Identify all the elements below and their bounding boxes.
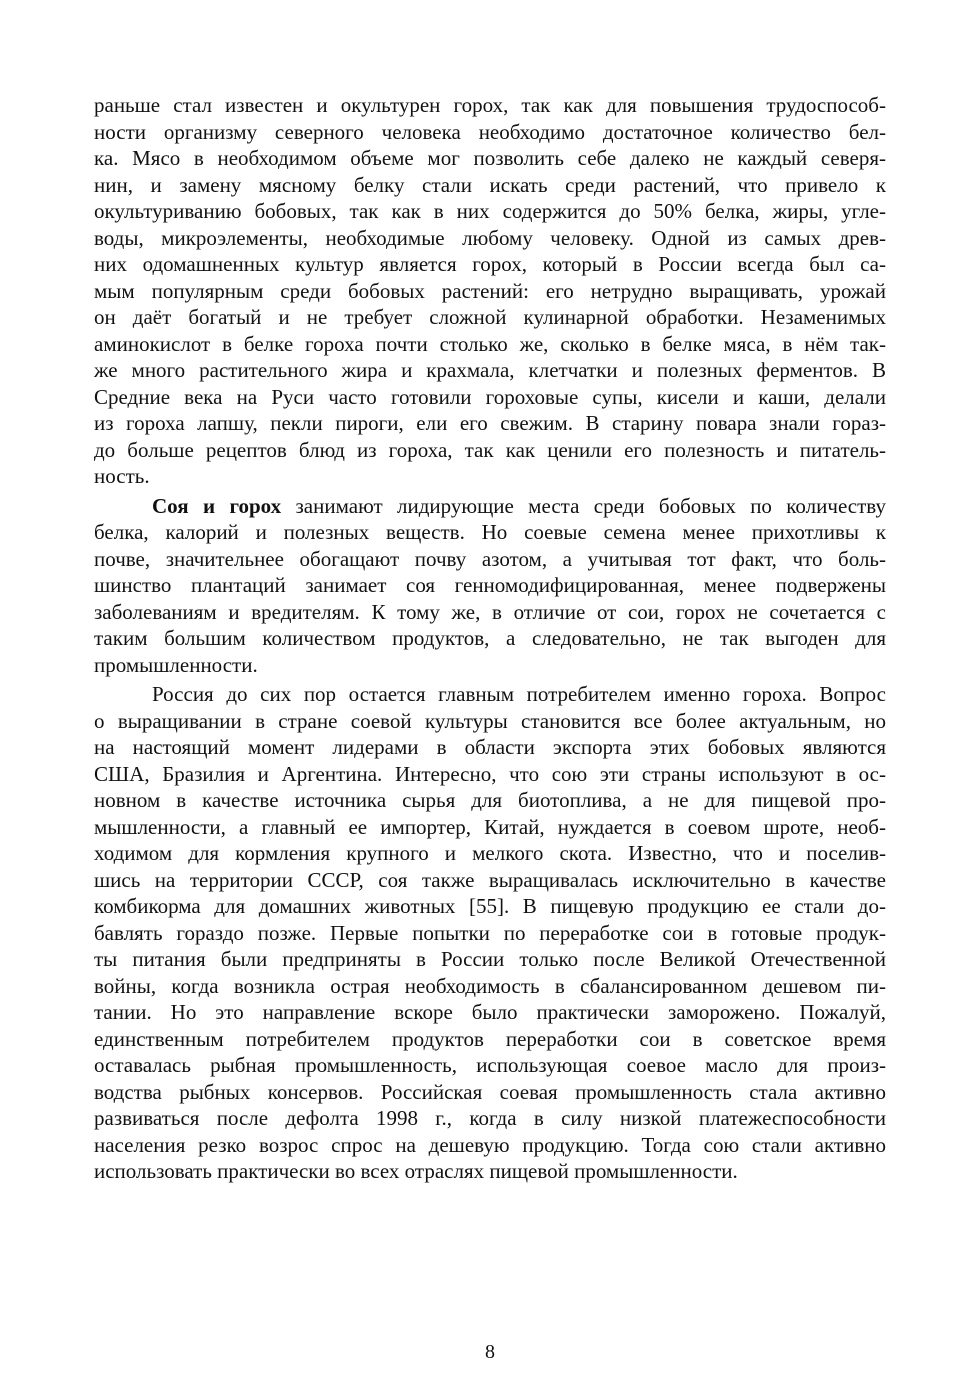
text-line: раньше стал известен и окультурен горох, так как для повышения трудоспособ- [94, 93, 886, 117]
bold-lead-phrase: Соя и горох [152, 493, 282, 518]
text-line: он даёт богатый и не требует сложной кулинарной обработки. Незаменимых [94, 305, 886, 329]
document-page [94, 92, 886, 1185]
text-line: развиваться после дефолта 1998 г., когда в силу низкой платежеспособности [94, 1106, 886, 1130]
text-line: мышленности, а главный ее импортер, Китай, нуждается в соевом шроте, необ- [94, 814, 886, 839]
text-line: на настоящий момент лидерами в области экспорта этих бобовых являются [94, 735, 886, 759]
text-line-first: Россия до сих пор остается главным потребителем именно гороха. Вопрос [152, 682, 886, 706]
text-line: ности организму северного человека необходимо достаточное количество бел- [94, 119, 886, 144]
paragraph-soy-and-peas [94, 493, 886, 679]
text-line: водства рыбных консервов. Российская соевая промышленность стала активно [94, 1079, 886, 1104]
text-line: из гороха лапшу, пекли пироги, ели его свежим. В старину повара знали гораз- [94, 411, 886, 435]
text-line: заболеваниям и вредителям. К тому же, в отличие от сои, горох не сочетается с [94, 599, 886, 624]
text-line: использовать практически во всех отраслях пищевой промышленности. [94, 1159, 738, 1183]
text-line: войны, когда возникла острая необходимость в сбалансированном дешевом пи- [94, 973, 886, 998]
text-line: них одомашненных культур является горох, который в России всегда был са- [94, 252, 886, 276]
text-line: новном в качестве источника сырья для биотоплива, а не для пищевой про- [94, 788, 886, 812]
text-line: населения резко возрос спрос на дешевую продукцию. Тогда сою стали активно [94, 1132, 886, 1157]
text-line: шись на территории СССР, соя также выращивалась исключительно в качестве [94, 867, 886, 892]
paragraph-russia-soy [94, 681, 886, 1185]
text-line: до больше рецептов блюд из гороха, так как ценили его полезность и питатель- [94, 437, 886, 462]
paragraph-peas-history [94, 92, 886, 490]
text-line: окультуриванию бобовых, так как в них содержится до 50% белка, жиры, угле- [94, 199, 886, 223]
text-line: воды, микроэлементы, необходимые любому человеку. Одной из самых древ- [94, 225, 886, 250]
page-number: 8 [485, 1341, 495, 1363]
text-line: таким большим количеством продуктов, а следовательно, не так выгоден для [94, 626, 886, 650]
text-line: единственным потребителем продуктов переработки сои в советское время [94, 1026, 886, 1051]
text-line: же много растительного жира и крахмала, клетчатки и полезных ферментов. В [94, 358, 886, 382]
text-line: почве, значительнее обогащают почву азотом, а учитывая тот факт, что боль- [94, 546, 886, 571]
text-line: комбикорма для домашних животных [55]. В пищевую продукцию ее стали до- [94, 894, 886, 918]
text-line: шинство плантаций занимает соя генномодифицированная, менее подвержены [94, 573, 886, 597]
text-line: бавлять гораздо позже. Первые попытки по переработке сои в готовые продук- [94, 920, 886, 945]
text-line: оставалась рыбная промышленность, использующая соевое масло для произ- [94, 1053, 886, 1077]
text-line: тании. Но это направление вскоре было практически заморожено. Пожалуй, [94, 1000, 886, 1024]
text-line-first [94, 493, 886, 520]
text-line-rest: занимают лидирующие места среди бобовых по количеству [281, 493, 886, 518]
text-line: аминокислот в белке гороха почти столько же, сколько в белке мяса, в нём так- [94, 331, 886, 356]
text-line: ка. Мясо в необходимом объеме мог позволить себе далеко не каждый северя- [94, 146, 886, 170]
text-line: промышленности. [94, 652, 258, 677]
text-line: мым популярным среди бобовых растений: его нетрудно выращивать, урожай [94, 278, 886, 303]
text-line: ходимом для кормления крупного и мелкого скота. Известно, что и поселив- [94, 841, 886, 865]
text-line: нин, и замену мясному белку стали искать среди растений, что привело к [94, 172, 886, 197]
text-line: ность. [94, 464, 150, 488]
text-line: о выращивании в стране соевой культуры становится все более актуальным, но [94, 708, 886, 733]
text-line: белка, калорий и полезных веществ. Но соевые семена менее прихотливы к [94, 520, 886, 544]
text-line: ты питания были предприняты в России только после Великой Отечественной [94, 947, 886, 971]
text-line: Средние века на Руси часто готовили гороховые супы, кисели и каши, делали [94, 384, 886, 409]
text-line: США, Бразилия и Аргентина. Интересно, что сою эти страны используют в ос- [94, 761, 886, 786]
